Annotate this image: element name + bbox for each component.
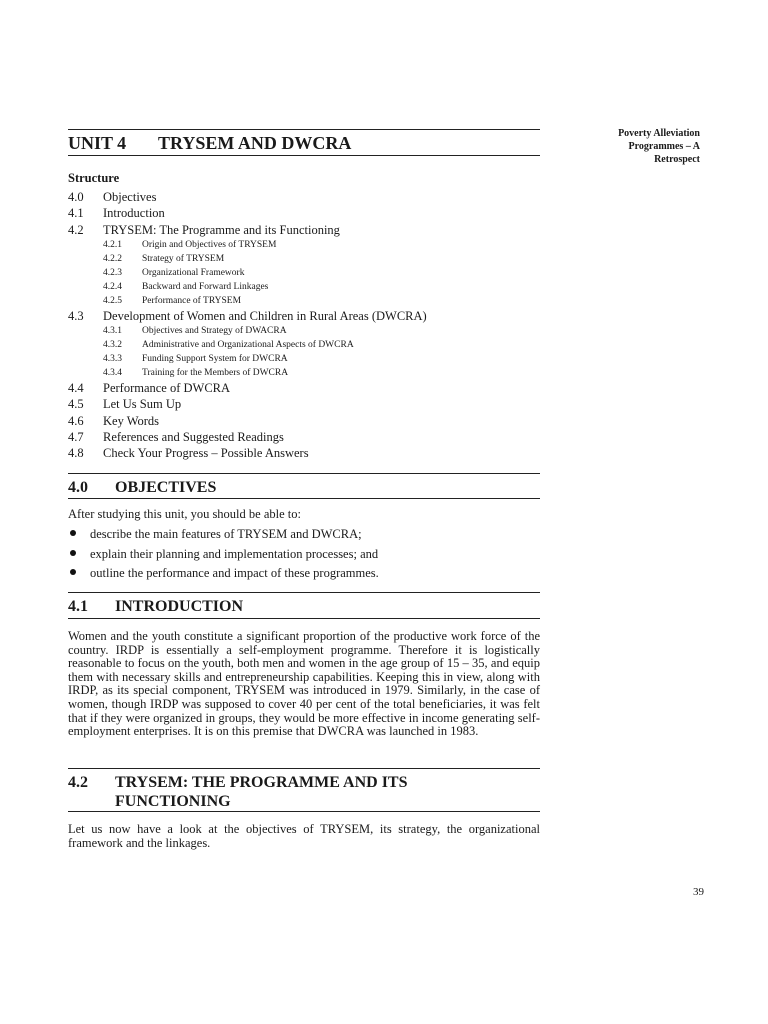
toc-text: Origin and Objectives of TRYSEM xyxy=(142,239,277,250)
toc-item xyxy=(68,445,540,461)
list-item-text: explain their planning and implementation processes; and xyxy=(90,546,379,561)
trysem-heading xyxy=(68,773,540,811)
section-number: 4.0 xyxy=(68,479,88,496)
toc-text: Let Us Sum Up xyxy=(103,397,182,412)
running-head-line-3: Retrospect xyxy=(654,154,700,165)
toc-item xyxy=(68,429,540,445)
bullet-icon xyxy=(70,569,76,575)
list-item xyxy=(68,565,540,585)
toc-subitem xyxy=(68,280,540,294)
list-item-text: outline the performance and impact of these programmes. xyxy=(90,566,379,580)
objectives-list xyxy=(68,526,540,585)
trysem-bottom-rule xyxy=(68,811,540,812)
toc-number: 4.2.3 xyxy=(103,267,122,278)
toc-subitem xyxy=(68,294,540,308)
toc-subitem xyxy=(68,252,540,266)
structure-heading: Structure xyxy=(68,171,120,185)
toc-text: Objectives xyxy=(103,190,157,204)
toc-subitem xyxy=(68,352,540,366)
toc-number: 4.3.4 xyxy=(103,368,122,379)
unit-title-top-rule xyxy=(68,129,540,130)
list-item xyxy=(68,546,540,566)
unit-title xyxy=(68,132,351,154)
toc-number: 4.2.1 xyxy=(103,239,122,250)
toc-text: TRYSEM: The Programme and its Functioning xyxy=(103,222,340,237)
list-item-text: describe the main features of TRYSEM and DWCRA; xyxy=(90,527,362,541)
toc-number: 4.2.5 xyxy=(103,295,122,306)
section-title: INTRODUCTION xyxy=(115,598,244,615)
unit-label: UNIT 4 xyxy=(68,133,127,153)
list-item xyxy=(68,526,540,546)
toc-subitem xyxy=(68,338,540,352)
toc-item xyxy=(68,396,540,412)
running-head xyxy=(570,127,700,166)
toc-number: 4.0 xyxy=(68,190,84,204)
toc-text: Performance of DWCRA xyxy=(103,381,231,396)
objectives-intro: After studying this unit, you should be able to: xyxy=(68,507,301,521)
introduction-bottom-rule xyxy=(68,618,540,619)
toc-text: Performance of TRYSEM xyxy=(142,295,242,306)
section-title-line-2: FUNCTIONING xyxy=(115,793,231,810)
running-head-line-1: Poverty Alleviation xyxy=(618,128,700,139)
section-number: 4.2 xyxy=(68,774,88,791)
toc-number: 4.2 xyxy=(68,222,84,237)
page-number: 39 xyxy=(693,886,704,898)
toc-item xyxy=(68,380,540,396)
bullet-icon xyxy=(70,550,76,556)
toc-text: Administrative and Organizational Aspects of DWCRA xyxy=(142,340,354,351)
toc-subitem xyxy=(68,366,540,380)
toc-text: Check Your Progress – Possible Answers xyxy=(103,446,309,461)
trysem-paragraph: Let us now have a look at the objectives of TRYSEM, its strategy, the organizational framework and the linkages. xyxy=(68,822,540,850)
toc-number: 4.4 xyxy=(68,381,84,396)
section-title: OBJECTIVES xyxy=(115,479,217,496)
toc-number: 4.2.4 xyxy=(103,281,122,292)
toc-text: Backward and Forward Linkages xyxy=(142,281,269,292)
objectives-top-rule xyxy=(68,473,540,474)
toc-subitem xyxy=(68,324,540,338)
trysem-top-rule xyxy=(68,768,540,769)
unit-name: TRYSEM AND DWCRA xyxy=(158,133,352,153)
toc-text: Development of Women and Children in Rural Areas (DWCRA) xyxy=(103,308,427,323)
toc-item xyxy=(68,413,540,429)
toc-number: 4.3 xyxy=(68,308,84,323)
section-title-line-1: TRYSEM: THE PROGRAMME AND ITS xyxy=(115,774,408,791)
toc-text: Key Words xyxy=(103,413,160,428)
bullet-icon xyxy=(70,530,76,536)
toc-number: 4.1 xyxy=(68,206,84,221)
toc-number: 4.6 xyxy=(68,413,84,428)
section-number: 4.1 xyxy=(68,598,88,615)
toc-item xyxy=(68,189,540,205)
toc-number: 4.3.2 xyxy=(103,340,122,351)
toc-subitem xyxy=(68,238,540,252)
introduction-top-rule xyxy=(68,592,540,593)
toc-text: Training for the Members of DWCRA xyxy=(142,368,289,379)
toc-text: Introduction xyxy=(103,206,165,221)
toc-item xyxy=(68,222,540,238)
toc-text: Strategy of TRYSEM xyxy=(142,253,225,264)
introduction-paragraph: Women and the youth constitute a significant proportion of the productive work force of the country. IRDP is essentially a self-employment programme. Therefore it is logistically reasonable to focus on the youth, both men and women in the age group of 15 – 35, and equip them with necessary skills and entrepreneurship capabilities. Keeping this in view, along with IRDP, as its special component, TRYSEM was introduced in 1979. Similarly, in the case of women, though IRDP was supposed to cover 40 per cent of the total beneficiaries, it was felt that if they were organized in groups, they would be more effective in income generating self-employment enterprises. It is on this premise that DWCRA was launched in 1983. xyxy=(68,629,540,739)
running-head-line-2: Programmes – A xyxy=(628,141,700,152)
objectives-bottom-rule xyxy=(68,498,540,499)
toc-text: References and Suggested Readings xyxy=(103,430,284,445)
toc-number: 4.5 xyxy=(68,397,84,412)
table-of-contents xyxy=(68,189,540,462)
toc-number: 4.3.3 xyxy=(103,354,122,365)
toc-text: Objectives and Strategy of DWACRA xyxy=(142,326,287,337)
unit-title-bottom-rule xyxy=(68,155,540,156)
toc-number: 4.3.1 xyxy=(103,326,122,337)
toc-item xyxy=(68,205,540,221)
toc-number: 4.2.2 xyxy=(103,253,122,264)
toc-number: 4.8 xyxy=(68,446,84,461)
toc-text: Funding Support System for DWCRA xyxy=(142,354,288,365)
toc-number: 4.7 xyxy=(68,430,84,445)
toc-subitem xyxy=(68,266,540,280)
toc-text: Organizational Framework xyxy=(142,267,245,278)
section-title xyxy=(115,773,515,811)
toc-item xyxy=(68,308,540,324)
